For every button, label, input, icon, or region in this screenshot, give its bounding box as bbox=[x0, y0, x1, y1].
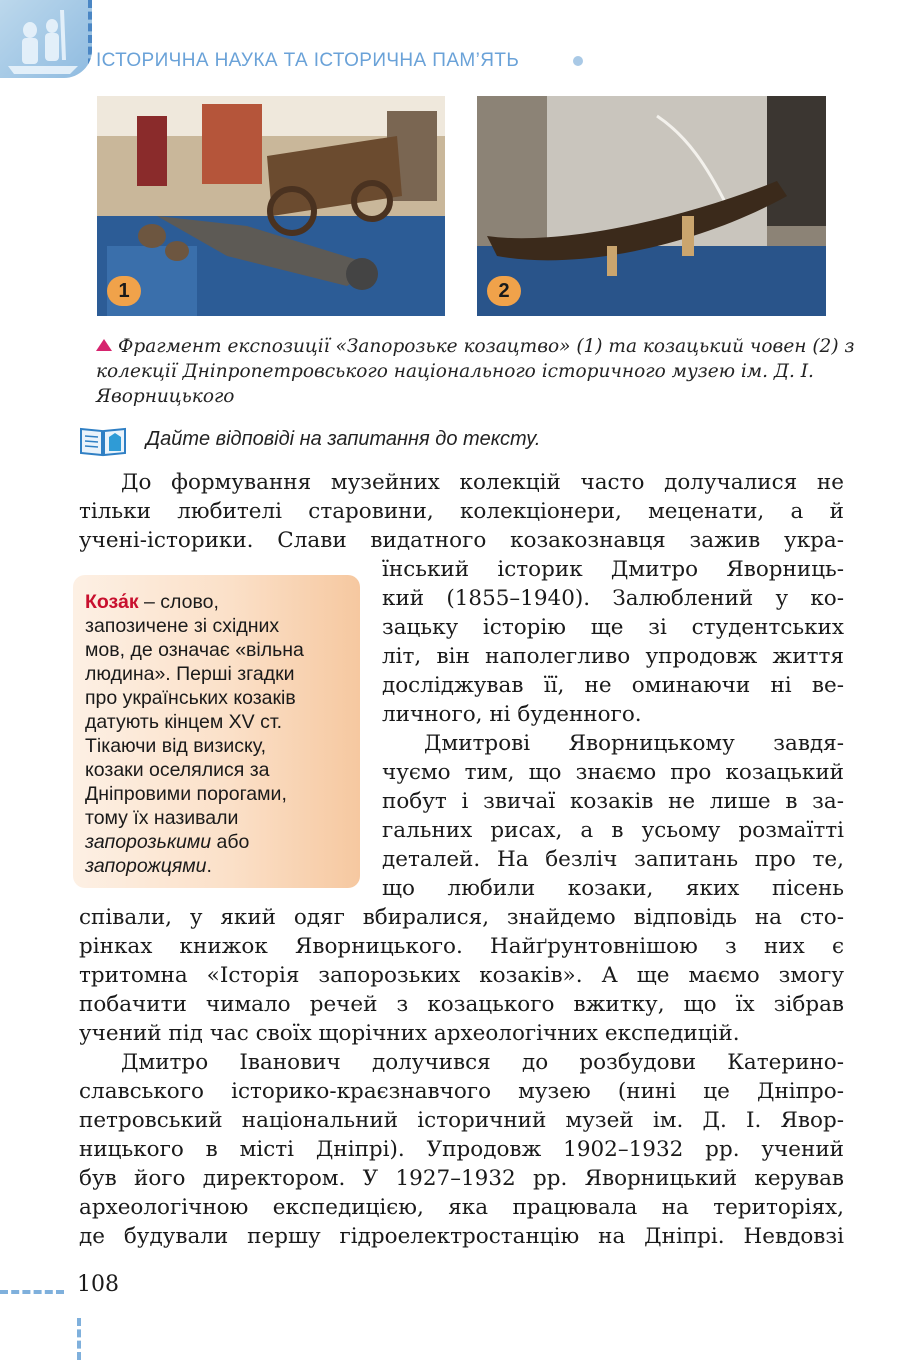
question-prompt: Дайте відповіді на запитання до тексту. bbox=[146, 428, 541, 450]
figure-2-badge: 2 bbox=[487, 276, 521, 306]
paragraph-line: зацьку історію ще зі студентських bbox=[382, 615, 844, 640]
definition-line: тому їх називали bbox=[85, 807, 239, 829]
paragraph-line: рінках книжок Яворницького. Найґрунтовнішою з них є bbox=[79, 934, 844, 959]
paragraph-line: кий (1855–1940). Залюблений у ко- bbox=[382, 586, 844, 611]
paragraph-line: де будували першу гідроелектростанцію на Дніпрі. Невдовзі bbox=[79, 1224, 844, 1249]
paragraph-line: личного, ні буденного. bbox=[382, 702, 642, 727]
figure-1-badge: 1 bbox=[107, 276, 141, 306]
caption-text: Фрагмент експозиції «Запорозьке козацтво» (1) та козацький човен (2) з колекції Дніпропетровського національного історичного музею ім. Д. І. Яворницького bbox=[96, 336, 855, 407]
paragraph-line: До формування музейних колекцій часто долучалися не bbox=[121, 470, 844, 495]
page-number: 108 bbox=[77, 1272, 119, 1297]
paragraph-line: що любили козаки, яких пісень bbox=[382, 876, 844, 901]
paragraph-line: ницького в місті Дніпрі). Упродовж 1902–1932 рр. учений bbox=[79, 1137, 844, 1162]
paragraph-line: тільки любителі старовини, колекціонери, меценати, а й bbox=[79, 499, 844, 524]
cossack-boat-image bbox=[477, 96, 826, 316]
paragraph-line: був його директором. У 1927–1932 рр. Яворницький керував bbox=[79, 1166, 844, 1191]
paragraph-line: побут і звичаї козаків не лише в за- bbox=[382, 789, 844, 814]
open-book-icon bbox=[78, 425, 128, 457]
paragraph-line: їнський історик Дмитро Яворниць- bbox=[382, 557, 844, 582]
paragraph-line: Дмитро Іванович долучився до розбудови Катерино- bbox=[121, 1050, 844, 1075]
definition-line: запорожцями. bbox=[85, 855, 212, 877]
definition-line: запозичене зі східних bbox=[85, 615, 280, 637]
paragraph-line: славського історико-краєзнавчого музею (нині це Дніпро- bbox=[79, 1079, 844, 1104]
paragraph-line: чуємо тим, що знаємо про козацький bbox=[382, 760, 844, 785]
paragraph-line: співали, у який одяг вбиралися, знайдемо відповідь на сто- bbox=[79, 905, 844, 930]
definition-line: про українських козаків bbox=[85, 687, 296, 709]
paragraph-line: побачити чимало речей з козацького вжитку, що їх зібрав bbox=[79, 992, 844, 1017]
paragraph-line: досліджував її, не оминаючи ні ве- bbox=[382, 673, 844, 698]
figure-2-photo bbox=[477, 96, 826, 316]
figure-1-photo bbox=[97, 96, 445, 316]
definition-line: козаки оселялися за bbox=[85, 759, 270, 781]
definition-line: Тікаючи від визиску, bbox=[85, 735, 267, 757]
chapter-title: ІСТОРИЧНА НАУКА ТА ІСТОРИЧНА ПАМ’ЯТЬ bbox=[96, 50, 520, 71]
footer-dashed-line-vertical bbox=[77, 1318, 81, 1360]
definition-term: Коза́к bbox=[85, 591, 139, 613]
definition-line: людина». Перші згадки bbox=[85, 663, 295, 685]
cossack-monument-icon bbox=[0, 0, 86, 78]
definition-line: Коза́к – слово, bbox=[85, 591, 219, 613]
definition-line: запорозькими або bbox=[85, 831, 250, 853]
paragraph-line: учені-історики. Слави видатного козакознавця зажив укра- bbox=[79, 528, 844, 553]
footer-dashed-line bbox=[0, 1290, 64, 1294]
paragraph-line: археологічною експедицією, яка працювала на територіях, bbox=[79, 1195, 844, 1220]
caption-triangle-icon bbox=[96, 339, 112, 351]
paragraph-line: літ, він наполегливо упродовж життя bbox=[382, 644, 844, 669]
figure-caption bbox=[96, 334, 856, 409]
paragraph-line: Дмитрові Яворницькому завдя- bbox=[424, 731, 844, 756]
paragraph-line: тритомна «Історія запорозьких козаків». А ще маємо змогу bbox=[79, 963, 844, 988]
museum-hall-image bbox=[97, 96, 445, 316]
paragraph-line: петровський національний історичний музей ім. Д. І. Явор- bbox=[79, 1108, 844, 1133]
paragraph-line: учений під час своїх щорічних археологічних експедицій. bbox=[79, 1021, 740, 1046]
definition-line: датують кінцем XV ст. bbox=[85, 711, 283, 733]
definition-line: Дніпровими порогами, bbox=[85, 783, 287, 805]
chapter-emblem bbox=[0, 0, 92, 78]
paragraph-line: деталей. На безліч запитань про те, bbox=[382, 847, 844, 872]
definition-line: мов, де означає «вільна bbox=[85, 639, 304, 661]
header-dot bbox=[573, 56, 583, 66]
paragraph-line: гальних рисах, а в усьому розмаїтті bbox=[382, 818, 844, 843]
